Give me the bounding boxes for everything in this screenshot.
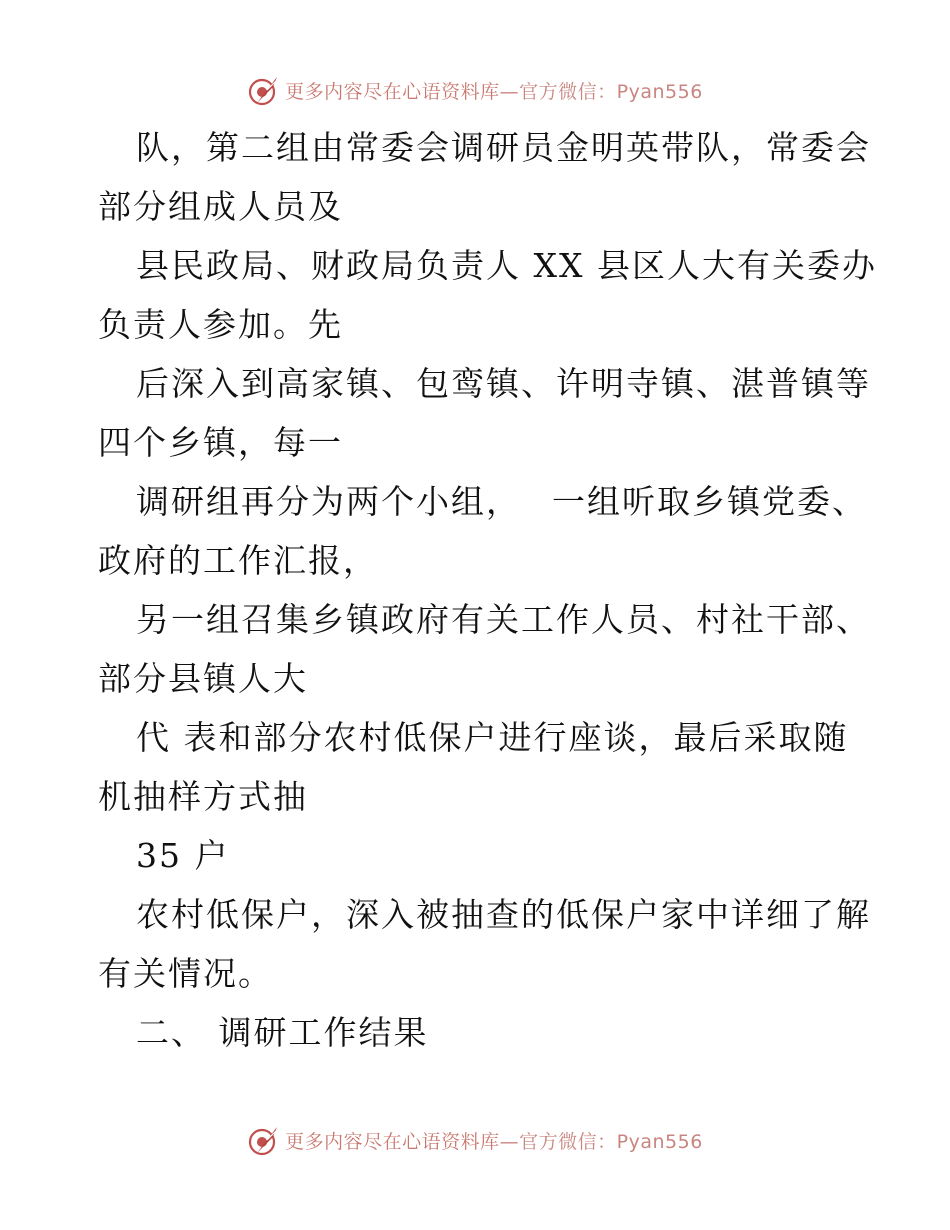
quill-logo-icon — [247, 1123, 281, 1157]
paragraph-line: 部分组成人员及 — [98, 187, 343, 226]
paragraph-line: 机抽样方式抽 — [98, 777, 308, 816]
paragraph-line: 负责人参加。先 — [98, 305, 343, 344]
watermark-brand: 更多内容尽在心语资料库 — [285, 80, 500, 103]
paragraph-line: 代 表和部分农村低保户进行座谈，最后采取随 — [136, 718, 849, 757]
paragraph-line: 另一组召集乡镇政府有关工作人员、村社干部、 — [136, 600, 871, 639]
paragraph-line: 调研组再分为两个小组， 一组听取乡镇党委、 — [136, 482, 867, 521]
watermark-contact: —官方微信：Pyan556 — [499, 1130, 703, 1153]
quill-logo-icon — [247, 73, 281, 107]
section-heading: 二、 调研工作结果 — [136, 1013, 429, 1052]
paragraph-line: 政府的工作汇报， — [98, 541, 378, 580]
paragraph-line: 农村低保户，深入被抽查的低保户家中详细了解 — [136, 895, 871, 934]
header-watermark — [0, 70, 950, 110]
paragraph-line: 有关情况。 — [98, 954, 273, 993]
document-body — [98, 118, 877, 1062]
footer-watermark — [0, 1120, 950, 1160]
watermark-brand: 更多内容尽在心语资料库 — [285, 1130, 500, 1153]
paragraph-line: 后深入到高家镇、包鸾镇、许明寺镇、湛普镇等 — [136, 364, 871, 403]
paragraph-line: 四个乡镇，每一 — [98, 423, 343, 462]
paragraph-line: 35 户 — [136, 836, 230, 875]
paragraph-line: 县民政局、财政局负责人 XX 县区人大有关委办 — [136, 246, 877, 285]
paragraph-line: 部分县镇人大 — [98, 659, 308, 698]
paragraph-line: 队，第二组由常委会调研员金明英带队，常委会 — [136, 128, 871, 167]
watermark-contact: —官方微信：Pyan556 — [499, 80, 703, 103]
